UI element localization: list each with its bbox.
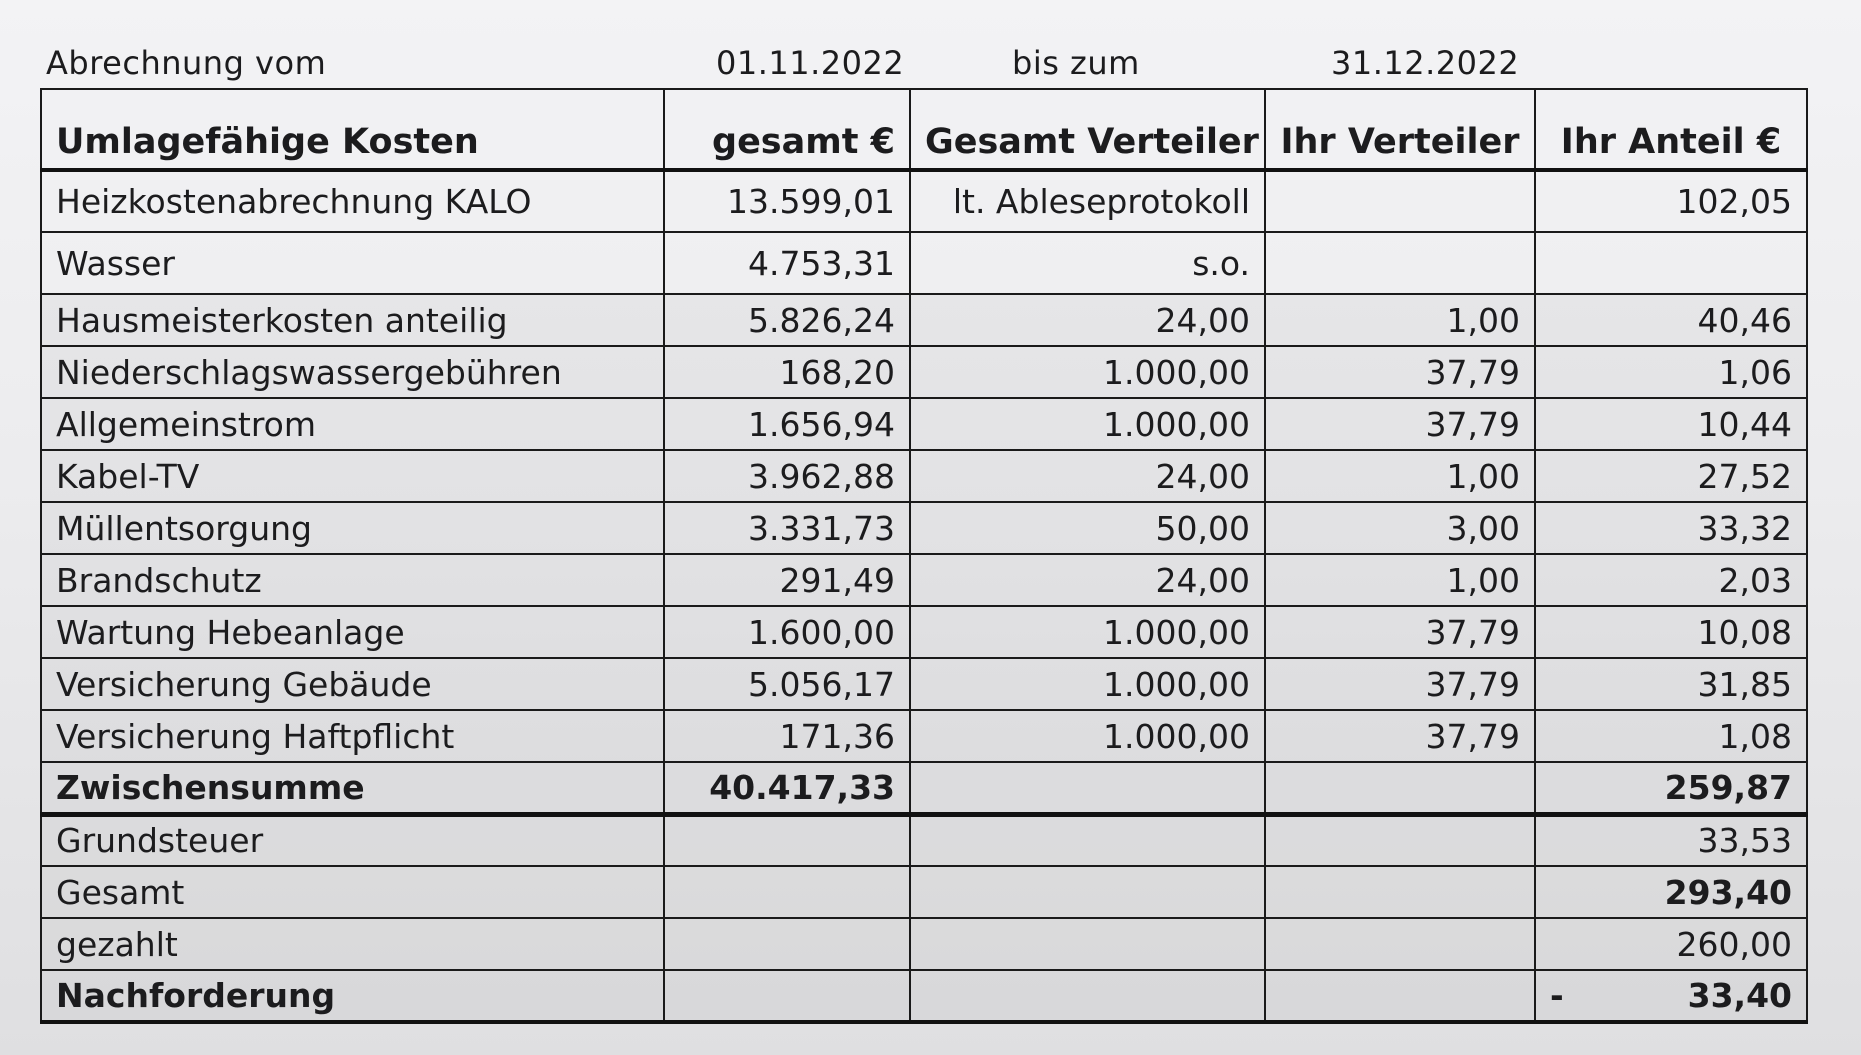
additional-payment-your-distributor (1265, 970, 1535, 1022)
additional-payment-label: Nachforderung (41, 970, 664, 1022)
subtotal-row (41, 762, 1807, 814)
cost-total-distributor: 1.000,00 (910, 398, 1265, 450)
table-row (41, 658, 1807, 710)
minus-sign: - (1550, 976, 1564, 1015)
cost-your-share: 2,03 (1535, 554, 1807, 606)
cost-your-distributor (1265, 170, 1535, 232)
total-row (41, 866, 1807, 918)
header-total: gesamt € (664, 89, 910, 170)
subtotal-label: Zwischensumme (41, 762, 664, 814)
cost-your-distributor: 37,79 (1265, 710, 1535, 762)
cost-total-distributor (910, 814, 1265, 866)
cost-total-distributor: 1.000,00 (910, 658, 1265, 710)
cost-total-distributor: 1.000,00 (910, 346, 1265, 398)
cost-your-distributor (1265, 814, 1535, 866)
cost-total-distributor: 24,00 (910, 554, 1265, 606)
total-total (664, 866, 910, 918)
cost-table (40, 88, 1808, 1024)
additional-payment-row (41, 970, 1807, 1022)
cost-your-distributor: 1,00 (1265, 554, 1535, 606)
header-cost-type: Umlagefähige Kosten (41, 89, 664, 170)
paid-total-distributor (910, 918, 1265, 970)
period-label: Abrechnung vom (46, 44, 327, 82)
table-row (41, 710, 1807, 762)
cost-your-distributor: 37,79 (1265, 346, 1535, 398)
cost-your-share: 10,08 (1535, 606, 1807, 658)
cost-label: Hausmeisterkosten anteilig (41, 294, 664, 346)
cost-label: Wasser (41, 232, 664, 294)
cost-label: Versicherung Haftpflicht (41, 710, 664, 762)
cost-total: 4.753,31 (664, 232, 910, 294)
total-your-share: 293,40 (1535, 866, 1807, 918)
period-to-date: 31.12.2022 (1331, 44, 1520, 82)
cost-your-share: 10,44 (1535, 398, 1807, 450)
table-row (41, 554, 1807, 606)
cost-your-distributor: 37,79 (1265, 606, 1535, 658)
cost-your-distributor: 37,79 (1265, 658, 1535, 710)
cost-your-distributor: 3,00 (1265, 502, 1535, 554)
total-total-distributor (910, 866, 1265, 918)
billing-period (46, 44, 1801, 84)
cost-your-distributor (1265, 232, 1535, 294)
paid-row (41, 918, 1807, 970)
cost-total-distributor: 1.000,00 (910, 710, 1265, 762)
table-row (41, 450, 1807, 502)
cost-your-share: 1,08 (1535, 710, 1807, 762)
cost-total: 5.056,17 (664, 658, 910, 710)
cost-your-share: 102,05 (1535, 170, 1807, 232)
total-label: Gesamt (41, 866, 664, 918)
total-your-distributor (1265, 866, 1535, 918)
cost-total-distributor: 24,00 (910, 294, 1265, 346)
cost-your-share: 31,85 (1535, 658, 1807, 710)
cost-total-distributor: lt. Ableseprotokoll (910, 170, 1265, 232)
cost-total-distributor: 24,00 (910, 450, 1265, 502)
additional-payment-total-distributor (910, 970, 1265, 1022)
period-from-date: 01.11.2022 (716, 44, 905, 82)
cost-label: Allgemeinstrom (41, 398, 664, 450)
cost-your-share: 33,32 (1535, 502, 1807, 554)
cost-total-distributor: 1.000,00 (910, 606, 1265, 658)
cost-total: 3.962,88 (664, 450, 910, 502)
cost-label: Versicherung Gebäude (41, 658, 664, 710)
cost-your-share: 27,52 (1535, 450, 1807, 502)
cost-label: Heizkostenabrechnung KALO (41, 170, 664, 232)
cost-your-share: 33,53 (1535, 814, 1807, 866)
additional-payment-total (664, 970, 910, 1022)
additional-payment-amount: 33,40 (1687, 976, 1792, 1015)
cost-total: 13.599,01 (664, 170, 910, 232)
cost-total-distributor: 50,00 (910, 502, 1265, 554)
cost-total: 1.656,94 (664, 398, 910, 450)
subtotal-your-distributor (1265, 762, 1535, 814)
cost-your-distributor: 37,79 (1265, 398, 1535, 450)
subtotal-your-share: 259,87 (1535, 762, 1807, 814)
cost-label: Wartung Hebeanlage (41, 606, 664, 658)
additional-payment-cell (1535, 970, 1807, 1022)
cost-your-share: 40,46 (1535, 294, 1807, 346)
cost-your-distributor: 1,00 (1265, 294, 1535, 346)
subtotal-total-distributor (910, 762, 1265, 814)
table-row (41, 502, 1807, 554)
cost-label: Grundsteuer (41, 814, 664, 866)
cost-total-distributor: s.o. (910, 232, 1265, 294)
subtotal-total: 40.417,33 (664, 762, 910, 814)
cost-total: 168,20 (664, 346, 910, 398)
paid-your-distributor (1265, 918, 1535, 970)
table-row (41, 294, 1807, 346)
cost-total: 5.826,24 (664, 294, 910, 346)
cost-your-share: 1,06 (1535, 346, 1807, 398)
table-header-row (41, 89, 1807, 170)
header-total-distributor: Gesamt Verteiler (910, 89, 1265, 170)
paid-your-share: 260,00 (1535, 918, 1807, 970)
cost-total (664, 814, 910, 866)
table-row (41, 232, 1807, 294)
table-row (41, 346, 1807, 398)
cost-total: 1.600,00 (664, 606, 910, 658)
table-row (41, 170, 1807, 232)
paid-total (664, 918, 910, 970)
header-your-distributor: Ihr Verteiler (1265, 89, 1535, 170)
header-your-share: Ihr Anteil € (1535, 89, 1807, 170)
period-to-label: bis zum (1012, 44, 1140, 82)
cost-your-distributor: 1,00 (1265, 450, 1535, 502)
cost-total: 3.331,73 (664, 502, 910, 554)
cost-total: 291,49 (664, 554, 910, 606)
cost-total: 171,36 (664, 710, 910, 762)
cost-label: Brandschutz (41, 554, 664, 606)
table-row (41, 606, 1807, 658)
paid-label: gezahlt (41, 918, 664, 970)
cost-label: Müllentsorgung (41, 502, 664, 554)
cost-label: Niederschlagswassergebühren (41, 346, 664, 398)
cost-your-share (1535, 232, 1807, 294)
table-row (41, 398, 1807, 450)
cost-label: Kabel-TV (41, 450, 664, 502)
table-row (41, 814, 1807, 866)
